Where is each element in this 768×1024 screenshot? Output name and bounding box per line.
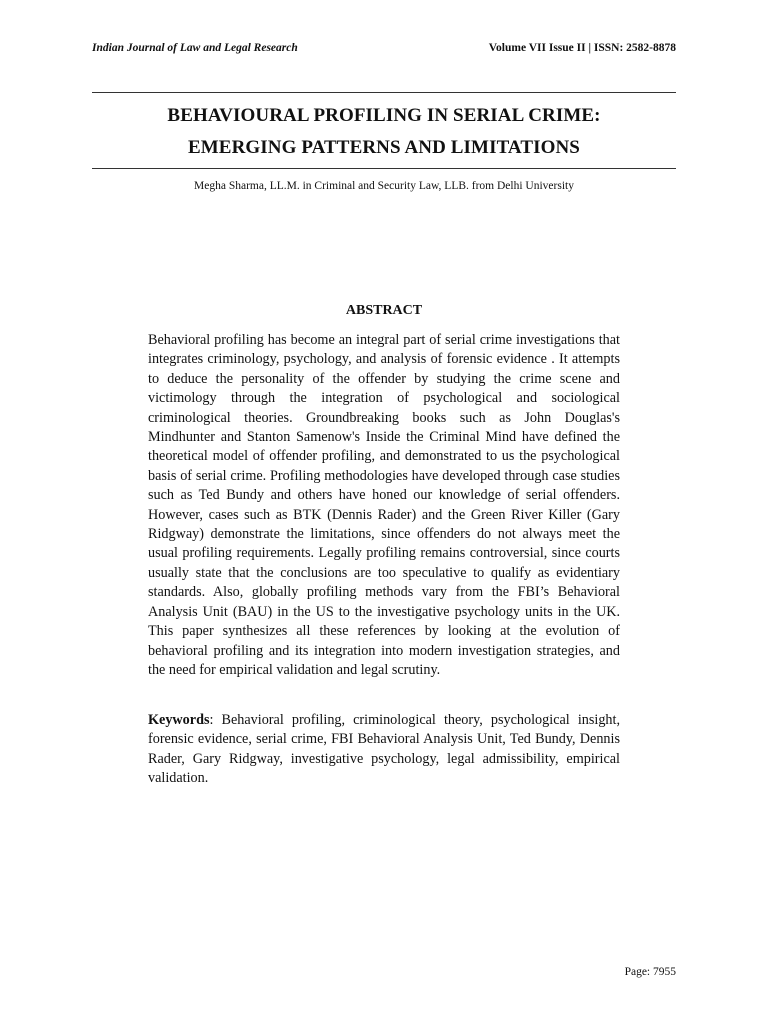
keywords-label: Keywords (148, 712, 210, 728)
title-bottom-rule (92, 168, 676, 169)
title-top-rule (92, 92, 676, 93)
journal-name: Indian Journal of Law and Legal Research (92, 42, 298, 54)
volume-issn: Volume VII Issue II | ISSN: 2582-8878 (488, 42, 676, 54)
abstract-body: Behavioral profiling has become an integral part of serial crime investigations that integrates criminology, psychology, and analysis of forensic evidence . It attempts to deduce the personality of the offender by studying the crime scene and victimology through the integration of psychological and sociological criminological theories. Groundbreaking books such as John Douglas's Mindhunter and Stanton Samenow's Inside the Criminal Mind have defined the theoretical model of offender profiling, and demonstrated to us the psychological basis of serial crime. Profiling methodologies have developed through case studies such as Ted Bundy and others have honed our knowledge of serial offenders. However, cases such as BTK (Dennis Rader) and the Green River Killer (Gary Ridgway) demonstrate the limitations, since offenders do not always meet the usual profiling requirements. Legally profiling remains controversial, since courts usually state that the conclusions are too speculative to qualify as evidentiary standards. Also, globally profiling methods vary from the FBI’s Behavioral Analysis Unit (BAU) in the US to the investigative psychology units in the UK. This paper synthesizes all these references by looking at the evolution of behavioral profiling and its integration into modern investigation strategies, and the need for empirical validation and legal scrutiny. (148, 332, 620, 678)
running-header (92, 42, 676, 54)
paper-title (92, 100, 676, 164)
keywords-text: : Behavioral profiling, criminological theory, psychological insight, forensic evidence, serial crime, FBI Behavioral Analysis Unit, Ted Bundy, Dennis Rader, Gary Ridgway, investigative psychology, legal admissibility, empirical validation. (148, 712, 620, 787)
abstract-heading: ABSTRACT (345, 303, 423, 318)
keywords-paragraph (148, 711, 620, 789)
author-line: Megha Sharma, LL.M. in Criminal and Security Law, LLB. from Delhi University (194, 180, 574, 192)
paper-title-line-2: EMERGING PATTERNS AND LIMITATIONS (188, 137, 580, 158)
paper-title-line-1: BEHAVIOURAL PROFILING IN SERIAL CRIME: (167, 105, 601, 126)
page-number: Page: 7955 (624, 966, 676, 978)
